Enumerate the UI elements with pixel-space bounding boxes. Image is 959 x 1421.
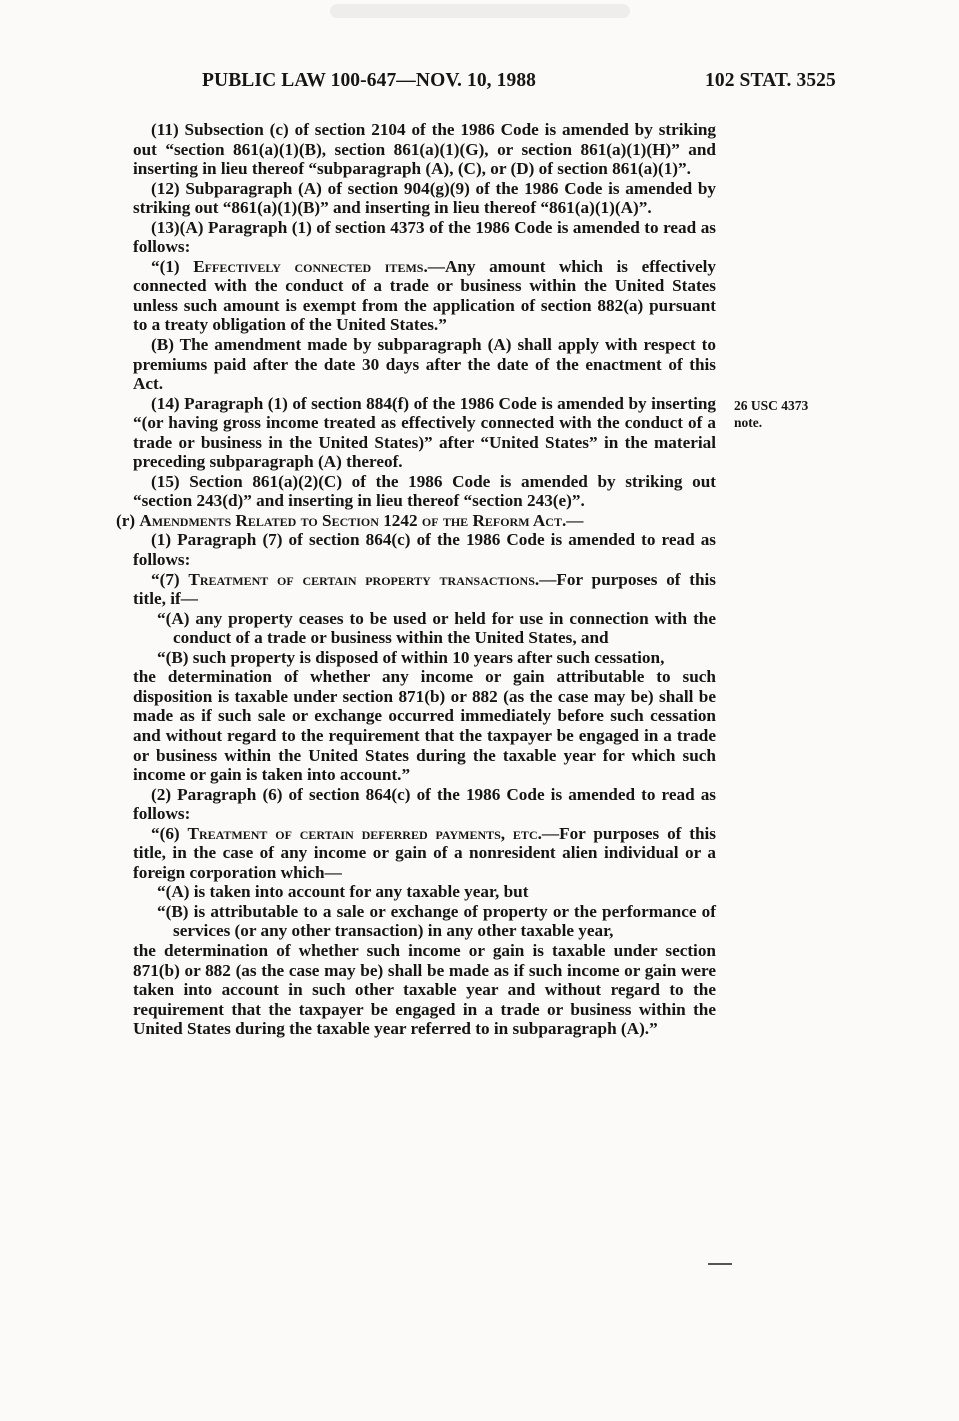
paragraph-r2-quote: [133, 824, 716, 883]
paragraph-r1-quote: [133, 570, 716, 609]
quote-open: “(1): [151, 256, 194, 276]
page-header-title: PUBLIC LAW 100-647—NOV. 10, 1988: [202, 70, 537, 91]
paragraph-13a: (13)(A) Paragraph (1) of section 4373 of the 1986 Code is amended to read as follows:: [133, 217, 716, 257]
page-header-stat: 102 STAT. 3525: [705, 70, 836, 91]
subsection-r-label: (r): [116, 510, 140, 530]
document-body: [116, 120, 716, 1039]
quote-heading: Treatment of certain deferred payments, etc: [187, 823, 538, 843]
paragraph-r2-item-a: “(A) is taken into account for any taxable year, but: [157, 882, 529, 902]
paragraph-r1-tail: the determination of whether any income or gain attributable to such disposition is taxable under section 871(b) or 882 (as the case may be) shall be made as if such sale or exchange occurred immediately before such cessation and without regard to the requirement that the taxpayer be engaged in a trade or business within the United States during the taxable year for which such income or gain is taken into account.”: [133, 667, 716, 785]
paragraph-12: (12) Subparagraph (A) of section 904(g)(9) of the 1986 Code is amended by striking out “861(a)(1)(B)” and inserting in lieu thereof “861(a)(1)(A)”.: [133, 178, 716, 218]
margin-note-citation: 26 USC 4373: [734, 398, 809, 413]
quote-text: .—For purposes of this title, in the case of any income or gain of a nonresident alien individual or a foreign corporation which—: [133, 823, 716, 882]
paragraph-14: (14) Paragraph (1) of section 884(f) of the 1986 Code is amended by inserting “(or having gross income treated as effectively connected with the conduct of a trade or business in the United States)” after “United States” in the material preceding subparagraph (A) thereof.: [133, 393, 716, 472]
subsection-r-heading: [116, 510, 716, 531]
quote-heading: Effectively connected items: [193, 256, 424, 276]
quote-text: .—Any amount which is effectively connected with the conduct of a trade or business within the United States unless such amount is exempt from the application of section 882(a) pursuant to a treaty obligation of the United States.”: [133, 256, 716, 335]
paragraph-r2-item-b: “(B) is attributable to a sale or exchange of property or the performance of services (or any other transaction) in any other taxable year,: [157, 901, 716, 941]
margin-note: [734, 397, 844, 431]
quote-heading: Treatment of certain property transactions: [188, 569, 535, 589]
quote-open: “(6): [151, 823, 188, 843]
subsection-r-title: Amendments Related to Section 1242 of the Reform Act: [139, 510, 562, 530]
margin-note-label: note.: [734, 415, 763, 430]
paragraph-13a-quote: [133, 257, 716, 335]
scan-artifact: [330, 4, 630, 18]
paragraph-r1-item-b: “(B) such property is disposed of within 10 years after such cessation,: [157, 647, 665, 667]
paragraph-11: (11) Subsection (c) of section 2104 of the 1986 Code is amended by striking out “section 861(a)(1)(B), section 861(a)(1)(G), or section 861(a)(1)(H)” and inserting in lieu thereof “subparagraph (A), (C), or (D) of section 861(a)(1)”.: [133, 120, 716, 179]
paragraph-r1-item-a: “(A) any property ceases to be used or held for use in connection with the conduct of a trade or business within the United States, and: [157, 608, 716, 648]
page-dash-mark: [708, 1263, 732, 1265]
paragraph-13b: (B) The amendment made by subparagraph (A) shall apply with respect to premiums paid after the date 30 days after the date of the enactment of this Act.: [133, 335, 716, 394]
paragraph-r1: (1) Paragraph (7) of section 864(c) of the 1986 Code is amended to read as follows:: [133, 530, 716, 570]
subsection-r-dash: .—: [561, 510, 584, 530]
paragraph-15: (15) Section 861(a)(2)(C) of the 1986 Code is amended by striking out “section 243(d)” and inserting in lieu thereof “section 243(e)”.: [133, 471, 716, 511]
quote-open: “(7): [151, 569, 189, 589]
paragraph-r2: (2) Paragraph (6) of section 864(c) of the 1986 Code is amended to read as follows:: [133, 784, 716, 824]
quote-text: .—For purposes of this title, if—: [133, 569, 716, 609]
paragraph-r2-tail: the determination of whether such income or gain is taxable under section 871(b) or 882 (as the case may be) shall be made as if such income or gain were taken into account in such other taxable year and without regard to the requirement that the taxpayer be engaged in a trade or business within the United States during the taxable year referred to in subparagraph (A).”: [133, 940, 716, 1039]
